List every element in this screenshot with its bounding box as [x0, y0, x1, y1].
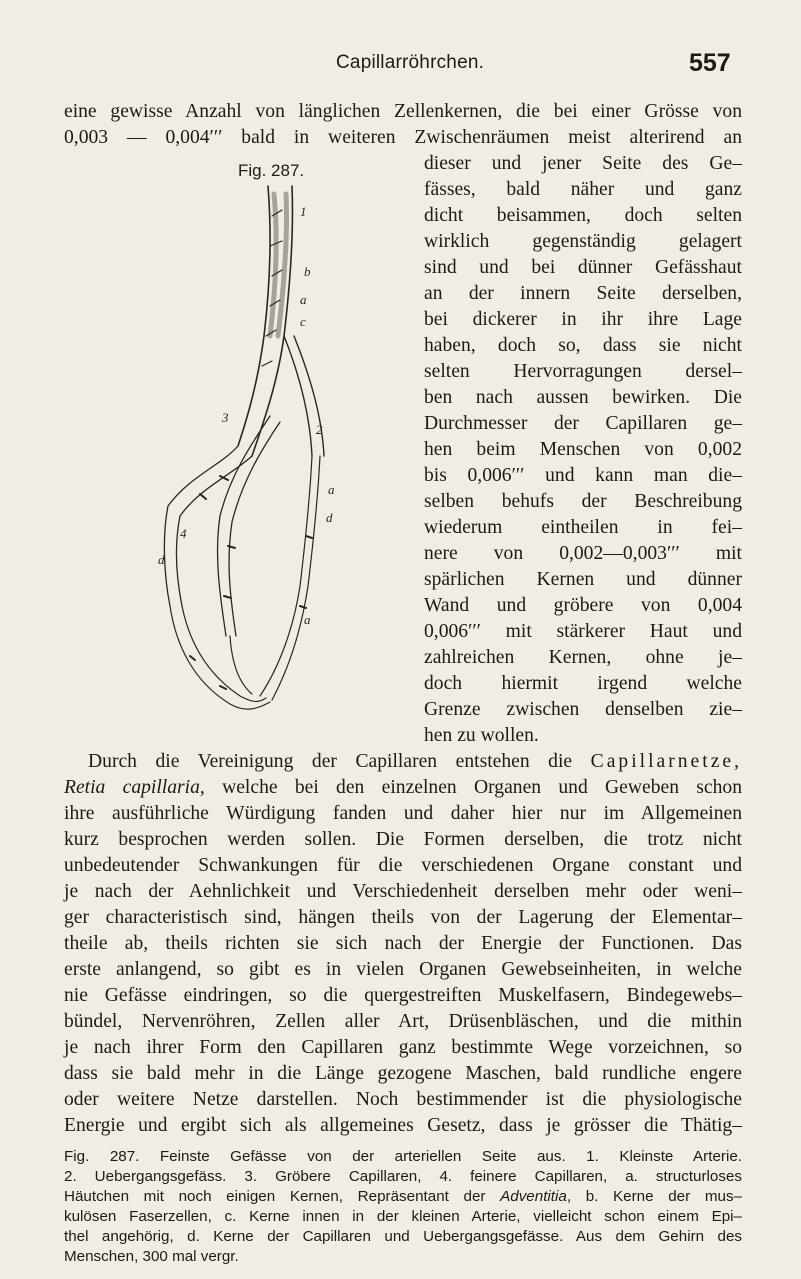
text-line: bündel, Nervenröhren, Zellen aller Art, Drüsenbläschen, und die mithin — [64, 1011, 742, 1032]
term-retia-capillaria: Retia capillaria, — [64, 777, 205, 798]
figure-label: Fig. 287. — [238, 161, 305, 180]
fig-letter: a — [300, 292, 307, 307]
text-line: hen beim Menschen von 0,002 — [424, 439, 742, 460]
caption-line: Menschen, 300 mal vergr. — [64, 1248, 239, 1265]
text-line: theile ab, theils richten sie sich nach der Energie der Functionen. Das — [64, 933, 742, 954]
text-line: ger characteristisch sind, hängen theils von der Lagerung der Elementar– — [64, 907, 742, 928]
transition-vessel — [284, 336, 324, 456]
fig-letter: 1 — [300, 204, 307, 219]
page-number: 557 — [689, 49, 731, 77]
caption-line: Fig. 287. Feinste Gefässe von der arteriellen Seite aus. 1. Kleinste Arterie. — [64, 1148, 742, 1165]
text-line: Wand und gröbere von 0,004 — [424, 595, 742, 616]
text-line: Durchmesser der Capillaren ge– — [424, 413, 742, 434]
text-line: nie Gefässe eindringen, so die quergestreiften Muskelfasern, Bindegewebs– — [64, 985, 742, 1006]
text-line — [64, 775, 742, 801]
text-line: dieser und jener Seite des Ge– — [424, 153, 742, 174]
text-line: je nach ihrer Form den Capillaren ganz bestimmte Wege vorzeichnen, so — [64, 1037, 742, 1058]
text-line: ihre ausführliche Würdigung fanden und daher hier nur im Allgemeinen — [64, 803, 742, 824]
text-line: Grenze zwischen denselben zie– — [424, 699, 742, 720]
text-line: je nach der Aehnlichkeit und Verschiedenheit derselben mehr oder weni– — [64, 881, 742, 902]
text-line: 0,006′′′ mit stärkerer Haut und — [424, 621, 742, 642]
fig-letter: a — [304, 612, 311, 627]
fig-letter: a — [328, 482, 335, 497]
capillary-figure — [160, 176, 422, 726]
caption-span: Häutchen mit noch einigen Kernen, Repräsentant der — [64, 1188, 501, 1205]
text-line: selben behufs der Beschreibung — [424, 491, 742, 512]
text-line: kurz besprochen werden sollen. Die Formen derselben, die trotz nicht — [64, 829, 742, 850]
text-line: dicht beisammen, doch selten — [424, 205, 742, 226]
caption-span: , b. Kerne der mus– — [566, 1188, 742, 1205]
text-line: selten Hervorragungen dersel– — [424, 361, 742, 382]
caption-line — [64, 1187, 742, 1207]
text-line: wirklich gegenständig gelagert — [424, 231, 742, 252]
fine-capillaries — [170, 456, 320, 709]
text-line: bei dickerer in ihr ihre Lage — [424, 309, 742, 330]
text-line: erste anlangend, so gibt es in vielen Organen Gewebseinheiten, in welche — [64, 959, 742, 980]
text-span: welche bei den einzelnen Organen und Geweben schon — [204, 777, 742, 798]
caption-line: kulösen Faserzellen, c. Kerne innen in der kleinen Arterie, vielleicht schon einem Epi– — [64, 1208, 742, 1225]
caption-line: 2. Uebergangsgefäss. 3. Gröbere Capillaren, 4. feinere Capillaren, a. structurloses — [64, 1168, 742, 1185]
text-line: fässes, bald näher und ganz — [424, 179, 742, 200]
running-header — [0, 49, 801, 82]
running-title: Capillarröhrchen. — [336, 52, 485, 73]
term-adventitia: Adventitia — [500, 1188, 567, 1205]
artery-vessel — [238, 186, 293, 456]
text-line: wiederum eintheilen in fei– — [424, 517, 742, 538]
text-line: bis 0,006′′′ und kann man die– — [424, 465, 742, 486]
text-line: oder weitere Netze darstellen. Noch bestimmender ist die physiologische — [64, 1089, 742, 1110]
text-line: unbedeutender Schwankungen für die verschiedenen Organe constant und — [64, 855, 742, 876]
fig-letter: b — [304, 264, 311, 279]
text-line — [64, 749, 742, 775]
text-line: spärlichen Kernen und dünner — [424, 569, 742, 590]
term-capillarnetze: Capillarnetze, — [590, 751, 742, 772]
text-line: 0,003 — 0,004′′′ bald in weiteren Zwischenräumen meist alterirend an — [64, 127, 742, 148]
text-line: sind und bei dünner Gefässhaut — [424, 257, 742, 278]
fig-letter: 2 — [316, 422, 323, 437]
text-line: Energie und ergibt sich als allgemeines Gesetz, dass je grösser die Thätig– — [64, 1115, 742, 1136]
fig-letter: 3 — [222, 410, 229, 425]
text-line: doch hiermit irgend welche — [424, 673, 742, 694]
text-line: nere von 0,002—0,003′′′ mit — [424, 543, 742, 564]
fig-letter: c — [300, 314, 306, 329]
caption-line: thel angehörig, d. Kerne der Capillaren und Uebergangsgefässe. Aus dem Gehirn des — [64, 1228, 742, 1245]
text-line: haben, doch so, dass sie nicht — [424, 335, 742, 356]
text-line: dass sie bald mehr in die Länge gezogene Maschen, bald rundliche engere — [64, 1063, 742, 1084]
text-line: hen zu wollen. — [424, 725, 539, 746]
fig-letter: 4 — [180, 526, 187, 541]
text-span: Durch die Vereinigung der Capillaren entstehen die — [88, 751, 591, 772]
text-line: ben nach aussen bewirken. Die — [424, 387, 742, 408]
fig-letter: d — [326, 510, 333, 525]
fig-letter: d — [158, 552, 165, 567]
text-line: an der innern Seite derselben, — [424, 283, 742, 304]
text-line: eine gewisse Anzahl von länglichen Zellenkernen, die bei einer Grösse von — [64, 101, 742, 122]
text-line: zahlreichen Kernen, ohne je– — [424, 647, 742, 668]
